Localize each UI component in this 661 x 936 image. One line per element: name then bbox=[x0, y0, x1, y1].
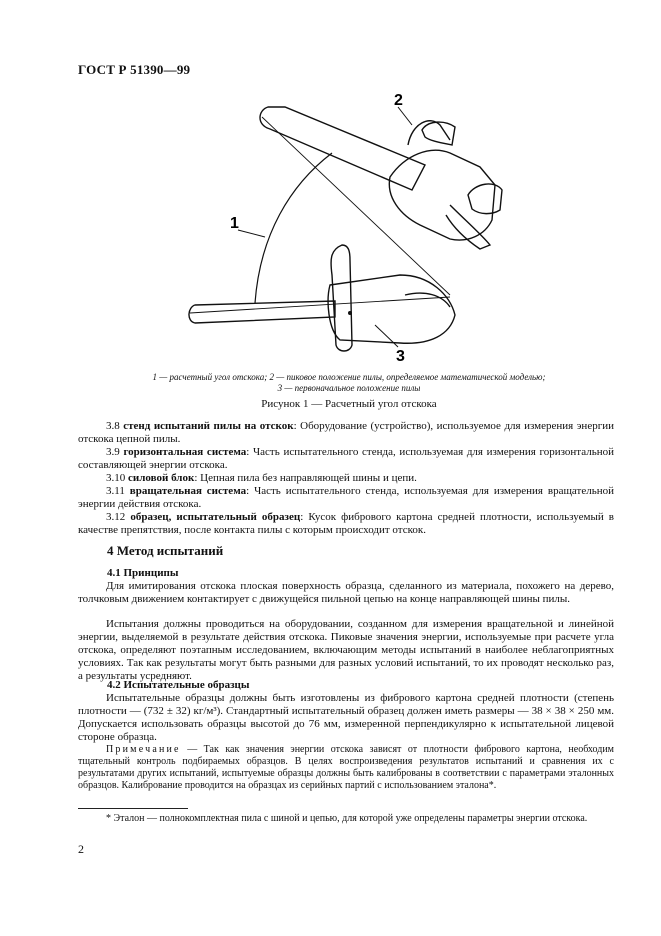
definition-3-11 bbox=[78, 485, 614, 511]
definition-number: 3.9 bbox=[106, 446, 120, 458]
footnote: * Эталон — полнокомплектная пила с шиной и цепью, для которой уже определены параметры энергии отскока. bbox=[106, 813, 588, 824]
subsection-heading-4-2: 4.2 Испытательные образцы bbox=[107, 679, 250, 691]
definition-text: : Оборудование (устройство), используемое для измерения энергии отскока цепной пилы. bbox=[78, 420, 614, 445]
definition-text: : Цепная пила без направляющей шины и цепи. bbox=[194, 472, 417, 484]
callout-3: 3 bbox=[396, 348, 405, 365]
definition-term: горизонтальная система bbox=[123, 446, 247, 458]
hand-lower bbox=[468, 184, 502, 214]
rotated-bar bbox=[260, 107, 425, 190]
note-text: — Так как значения энергии отскока зависят от плотности фибрового картона, необходим тщательный контроль подбираемых образцов. В целях воспроизведения результатов испытаний и сравнения их с результатами других испытаний, испытуемые образцы должны быть калиброваны в соответствии с параметрами эталонных образцов. Калибрование проводится на образцах из серийных партий с использованием эталона*. bbox=[78, 744, 614, 791]
initial-rear-handle bbox=[405, 293, 450, 307]
initial-front-handle bbox=[331, 245, 352, 351]
definition-text: : Часть испытательного стенда, используемая для измерения вращательной энергии действия отскока. bbox=[78, 485, 614, 510]
page-number: 2 bbox=[78, 842, 84, 856]
definition-term: стенд испытаний пилы на отскок bbox=[123, 420, 294, 432]
rotated-rear-handle bbox=[446, 205, 490, 249]
definition-term: вращательная система bbox=[129, 485, 247, 497]
definition-text: : Кусок фибрового картона средней плотности, используемый в качестве препятствия, после контакта пилы с которым происходит отскок. bbox=[78, 511, 614, 536]
definition-number: 3.8 bbox=[106, 420, 120, 432]
document-header: ГОСТ Р 51390—99 bbox=[78, 62, 191, 77]
figure-legend-line1: 1 — расчетный угол отскока; 2 — пиковое положение пилы, определяемое математической моделью; bbox=[152, 372, 546, 382]
definition-3-12 bbox=[78, 511, 614, 537]
paragraph: Испытания должны проводиться на оборудовании, созданном для измерения вращательной и линейной энергии, выделяемой в результате действия отскока. Пиковые значения энергии, используемые при расчете угла отскока, определяют поэтапным исследованием, включающим методы испытаний в наиболее неблагоприятных условиях. Так как результаты могут быть разными для разных условий испытаний, то их проводят несколько раз, а результаты усредняют. bbox=[78, 618, 614, 682]
definition-number: 3.10 bbox=[106, 472, 126, 484]
definition-term: образец, испытательный образец bbox=[130, 511, 301, 523]
section-heading: 4 Метод испытаний bbox=[107, 543, 224, 558]
figure-legend-line2: 3 — первоначальное положение пилы bbox=[277, 383, 421, 393]
note-label: Примечание bbox=[106, 744, 181, 755]
figure-title: Рисунок 1 — Расчетный угол отскока bbox=[261, 398, 437, 410]
rotated-saw-body bbox=[389, 150, 495, 240]
kickback-figure bbox=[150, 85, 530, 370]
definition-3-8 bbox=[78, 420, 614, 446]
callout-1: 1 bbox=[230, 215, 239, 232]
subsection-heading-4-1: 4.1 Принципы bbox=[107, 567, 179, 579]
definition-number: 3.11 bbox=[106, 485, 125, 497]
hand-upper bbox=[422, 122, 455, 145]
paragraph: Для имитирования отскока плоская поверхность образца, сделанного из материала, похожего на дерево, толчковым движением контактирует с движущейся пильной цепью на конце направляющей шины пилы. bbox=[78, 580, 614, 605]
pivot-dot bbox=[348, 311, 352, 315]
kickback-angle-arc bbox=[255, 153, 332, 303]
callout-2: 2 bbox=[394, 92, 403, 109]
definition-term: силовой блок bbox=[128, 472, 195, 484]
leader-1 bbox=[238, 230, 265, 237]
peak-axis-line bbox=[262, 117, 450, 295]
footnote-divider bbox=[78, 808, 188, 809]
leader-3 bbox=[375, 325, 398, 347]
definition-3-9 bbox=[78, 446, 614, 472]
note bbox=[78, 744, 614, 792]
leader-2 bbox=[398, 107, 412, 125]
initial-axis-line bbox=[190, 297, 450, 313]
definition-3-10 bbox=[78, 472, 614, 485]
paragraph: Испытательные образцы должны быть изготовлены из фибрового картона средней плотности (степень плотности — (732 ± 32) кг/м³). Стандартный испытательный образец должен иметь размеры — 38 × 38 × 250 мм. Допускается использовать образцы высотой до 76 мм, измеренной перпендикулярно к испытательной лицевой стороне образца. bbox=[78, 692, 614, 743]
definition-text: : Часть испытательного стенда, используемая для измерения горизонтальной составляющей энергии отскока. bbox=[78, 446, 615, 471]
initial-saw-body bbox=[328, 275, 455, 343]
definition-number: 3.12 bbox=[106, 511, 126, 523]
